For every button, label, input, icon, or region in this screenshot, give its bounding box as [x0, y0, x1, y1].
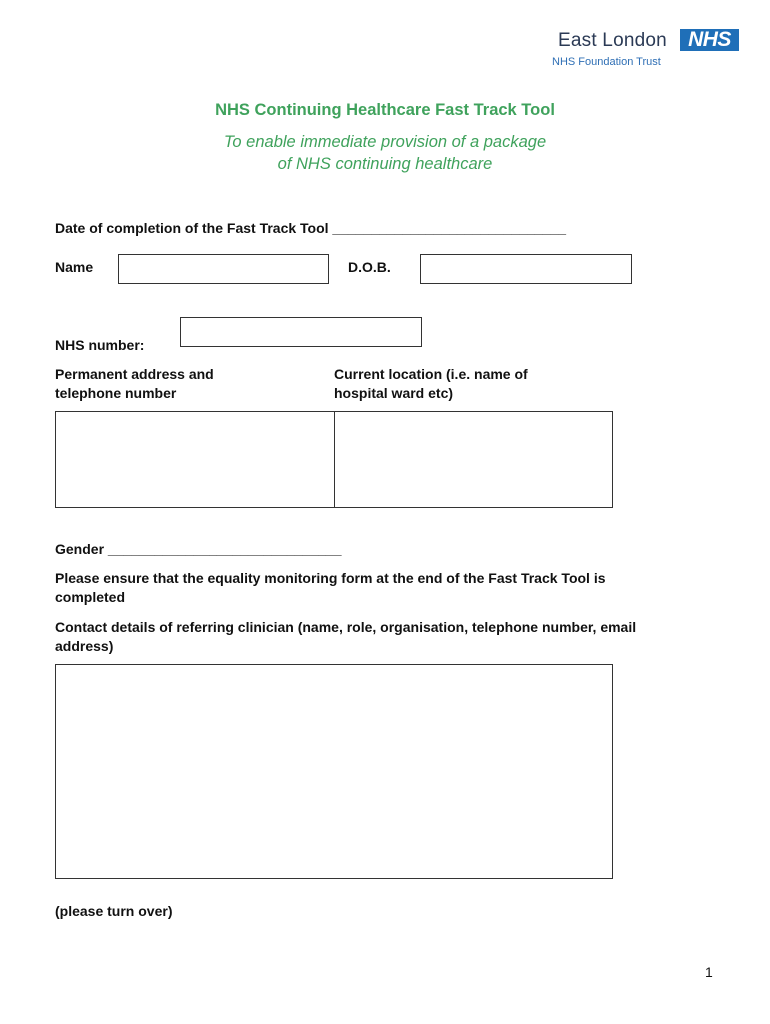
subtitle-line-2: of NHS continuing healthcare — [277, 155, 493, 173]
gender-label: Gender ______________________________ — [55, 541, 342, 557]
equality-note-line-1: Please ensure that the equality monitoring form at the end of the Fast Track Tool is — [55, 570, 606, 586]
page-title: NHS Continuing Healthcare Fast Track Tool — [215, 101, 555, 119]
contact-label-line-2: address) — [55, 638, 114, 654]
nhs-number-label: NHS number: — [55, 337, 145, 353]
address-label-line-2: telephone number — [55, 385, 177, 401]
subtitle-line-1: To enable immediate provision of a package — [223, 133, 547, 151]
date-completion-label: Date of completion of the Fast Track Tool ______________________________ — [55, 220, 567, 236]
address-label-line-1: Permanent address and — [55, 366, 214, 382]
address-label — [55, 365, 214, 403]
name-field[interactable] — [118, 254, 329, 284]
dob-field[interactable] — [420, 254, 632, 284]
equality-note-line-2: completed — [55, 589, 126, 605]
page-number: 1 — [705, 964, 713, 980]
location-field[interactable] — [334, 411, 613, 508]
name-label: Name — [55, 259, 94, 275]
contact-details-field[interactable] — [55, 664, 613, 879]
turn-over-note: (please turn over) — [55, 903, 173, 919]
location-label-line-2: hospital ward etc) — [334, 385, 454, 401]
location-label-line-1: Current location (i.e. name of — [334, 366, 528, 382]
page-subtitle — [0, 131, 770, 175]
nhs-number-field[interactable] — [180, 317, 422, 347]
org-subtitle: NHS Foundation Trust — [552, 56, 661, 68]
contact-label — [55, 618, 636, 656]
address-field[interactable] — [55, 411, 335, 508]
dob-label: D.O.B. — [348, 259, 391, 275]
contact-label-line-1: Contact details of referring clinician (name, role, organisation, telephone number, email — [55, 619, 637, 635]
equality-note — [55, 569, 606, 607]
nhs-logo: NHS — [680, 29, 739, 51]
org-name: East London — [558, 30, 667, 51]
location-label — [334, 365, 528, 403]
